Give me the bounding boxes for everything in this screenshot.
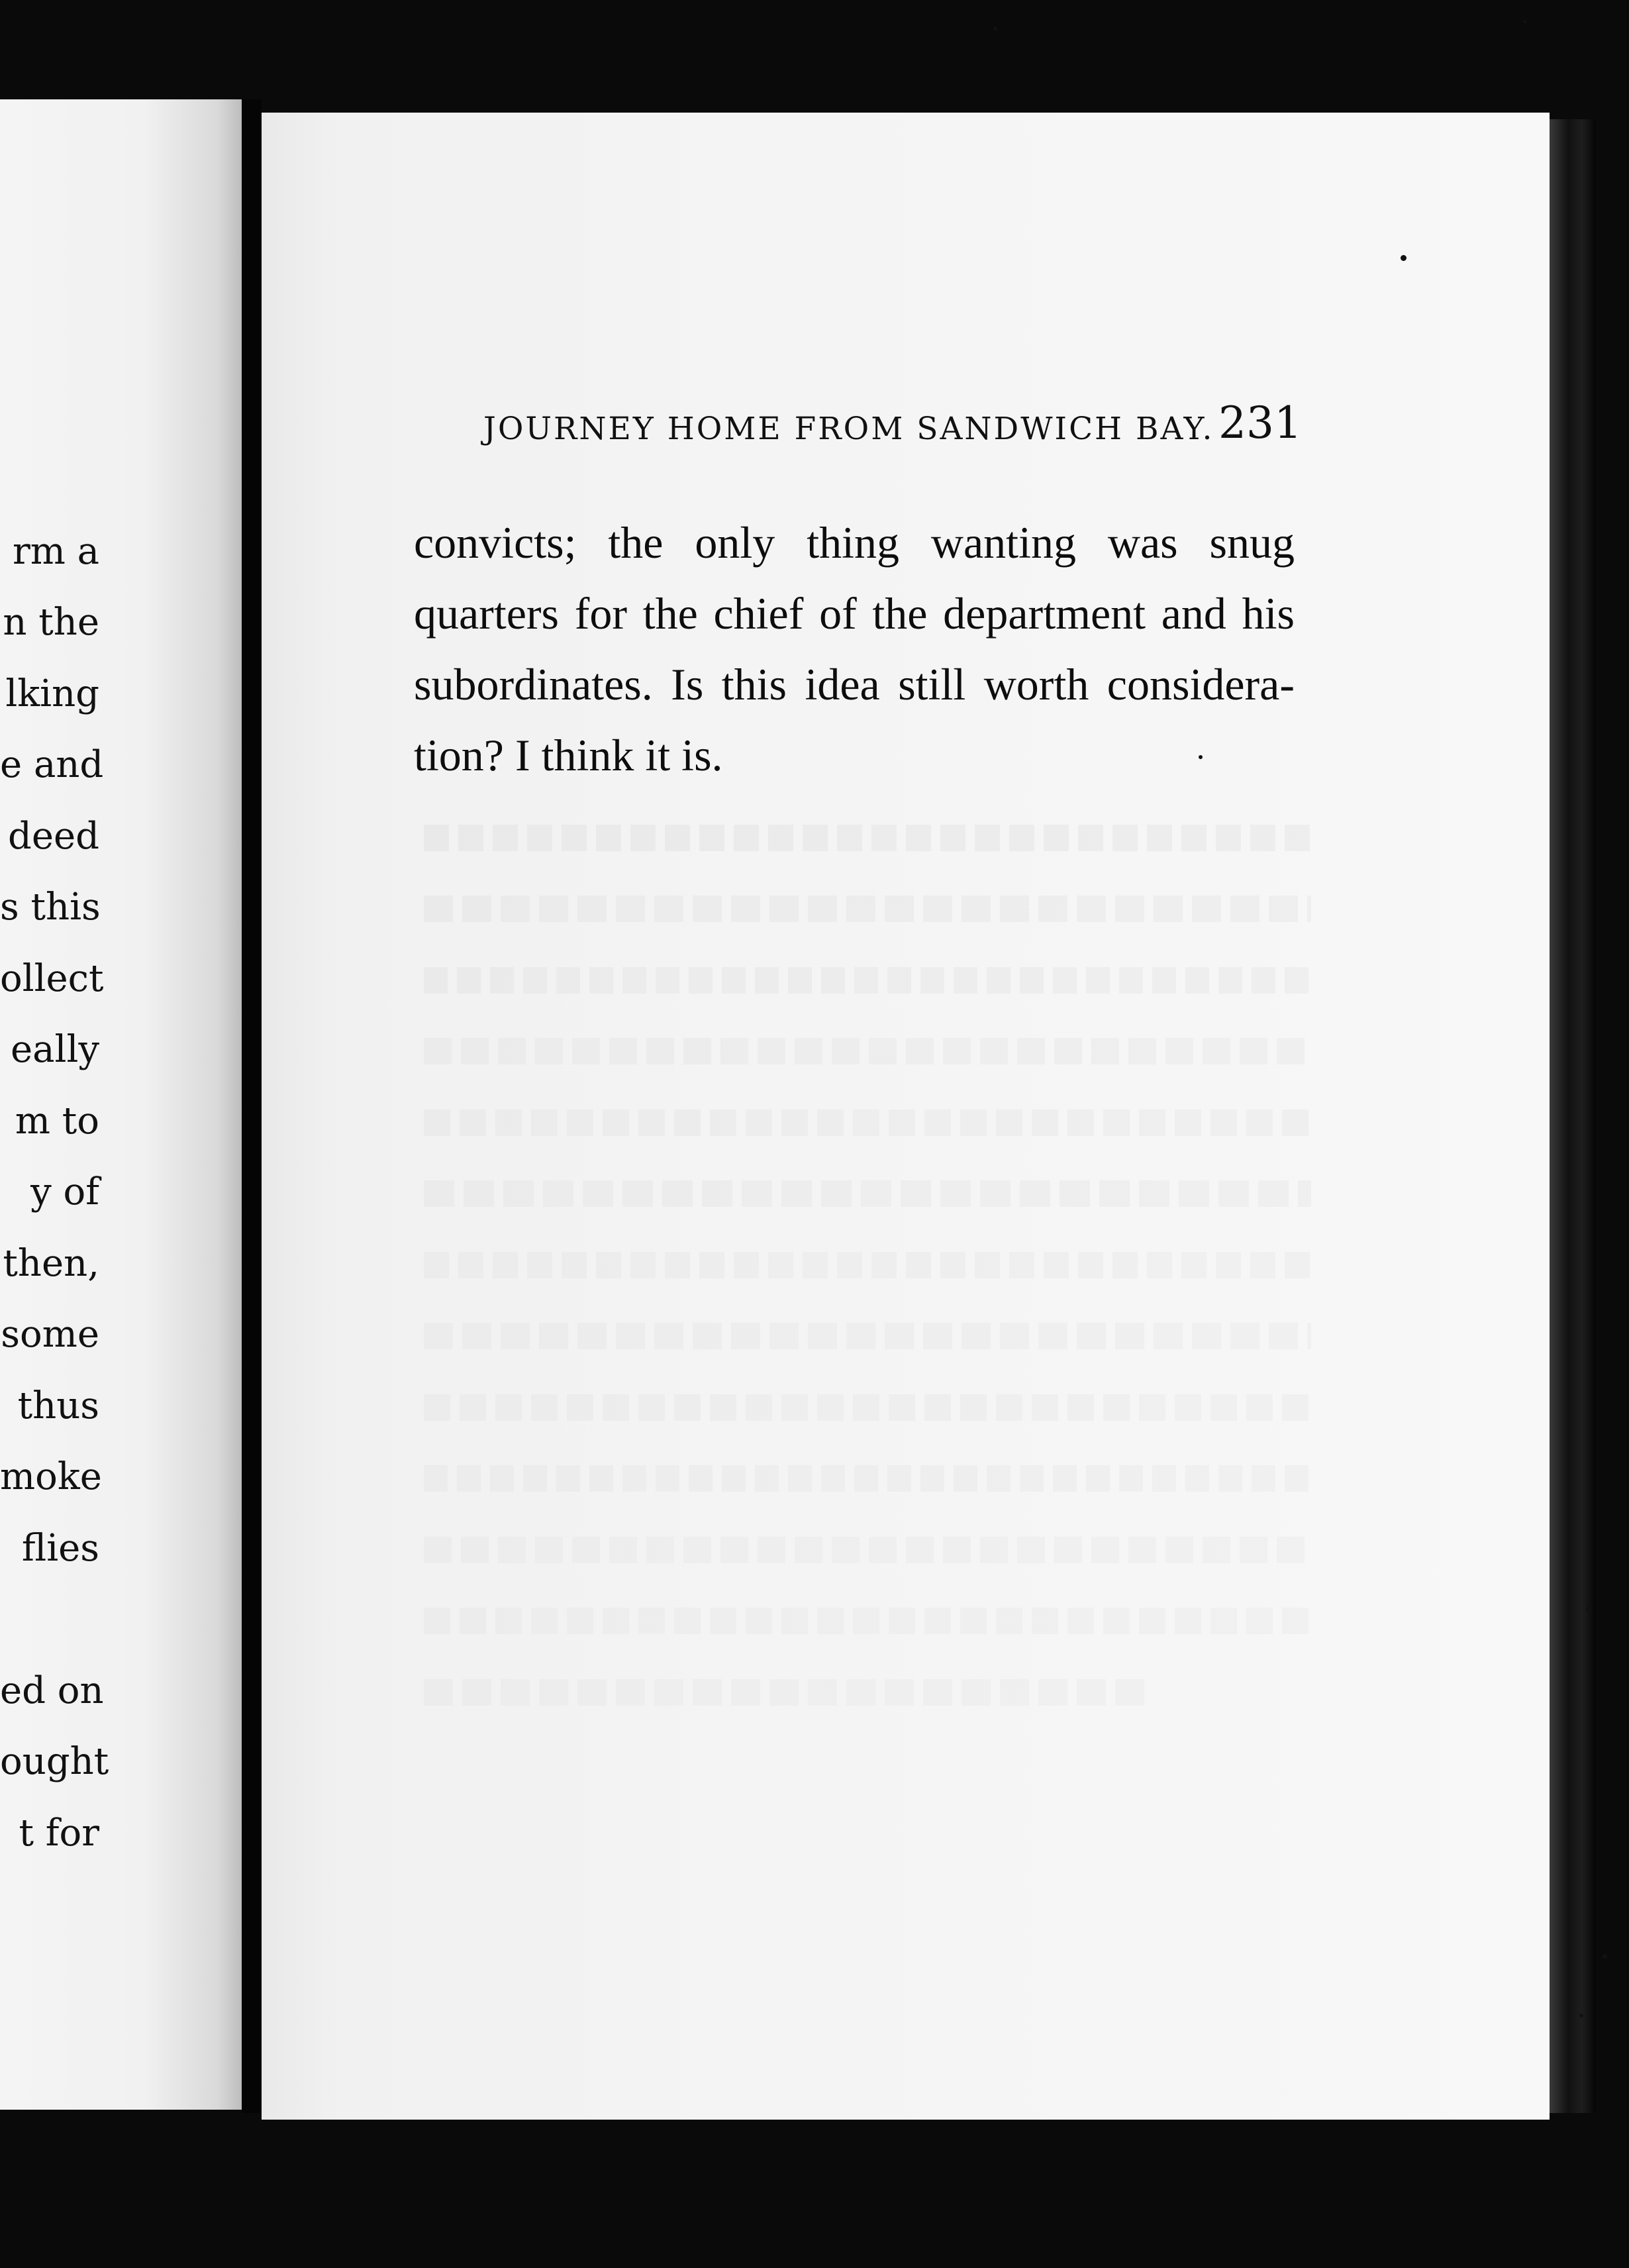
show-through-texture xyxy=(424,967,1311,994)
body-text-line: tion? I think it is. xyxy=(414,730,723,780)
left-page-line: rm a xyxy=(12,530,99,573)
left-page-line: lking xyxy=(5,672,99,715)
body-text-line: quarters for the chief of the department and his xyxy=(414,588,1295,639)
left-page-line: m to xyxy=(15,1100,99,1143)
page-edge-shadow xyxy=(1550,119,1596,2113)
body-text-line: subordinates. Is this idea still worth considera- xyxy=(414,659,1295,709)
show-through-texture xyxy=(424,1608,1311,1634)
show-through-texture xyxy=(424,1465,1311,1492)
left-page-line: eally xyxy=(11,1028,99,1071)
left-page-line: deed xyxy=(8,815,99,858)
show-through-texture xyxy=(424,825,1311,851)
body-text-line: convicts; the only thing wanting was snug xyxy=(414,517,1295,568)
dust-speck xyxy=(1586,1606,1591,1612)
page-number: 231 xyxy=(1218,397,1302,448)
show-through-texture xyxy=(424,1180,1311,1207)
running-head: JOURNEY HOME FROM SANDWICH BAY. xyxy=(483,411,1214,447)
left-page-line: y of xyxy=(30,1170,99,1213)
show-through-texture xyxy=(424,1109,1311,1136)
left-page-line: moke xyxy=(0,1455,102,1498)
dust-speck xyxy=(1579,2014,1583,2018)
dust-speck xyxy=(1199,755,1203,759)
show-through-texture xyxy=(424,1038,1311,1064)
left-page xyxy=(0,99,242,2110)
left-page-line: then, xyxy=(3,1242,99,1285)
show-through-texture xyxy=(424,896,1311,922)
left-page-line: thus xyxy=(17,1384,99,1427)
dust-speck xyxy=(993,26,997,30)
left-page-line: ollect xyxy=(0,957,104,1000)
left-page-line: some xyxy=(1,1313,99,1356)
show-through-texture xyxy=(424,1394,1311,1421)
show-through-texture xyxy=(424,1537,1311,1563)
left-page-line: e and xyxy=(0,743,104,786)
left-page-line: ed on xyxy=(0,1669,104,1712)
left-page-line: s this xyxy=(0,886,101,929)
left-page-line: t for xyxy=(19,1812,99,1855)
dust-speck xyxy=(1523,20,1526,23)
dust-speck xyxy=(1603,1954,1607,1959)
dust-speck xyxy=(1401,255,1407,261)
show-through-texture xyxy=(424,1323,1311,1349)
left-page-line: n the xyxy=(3,601,99,644)
show-through-texture xyxy=(424,1679,1152,1706)
book-gutter xyxy=(242,99,262,2113)
left-page-line: flies xyxy=(21,1527,99,1570)
left-page-line: ought xyxy=(0,1740,109,1783)
show-through-texture xyxy=(424,1252,1311,1278)
